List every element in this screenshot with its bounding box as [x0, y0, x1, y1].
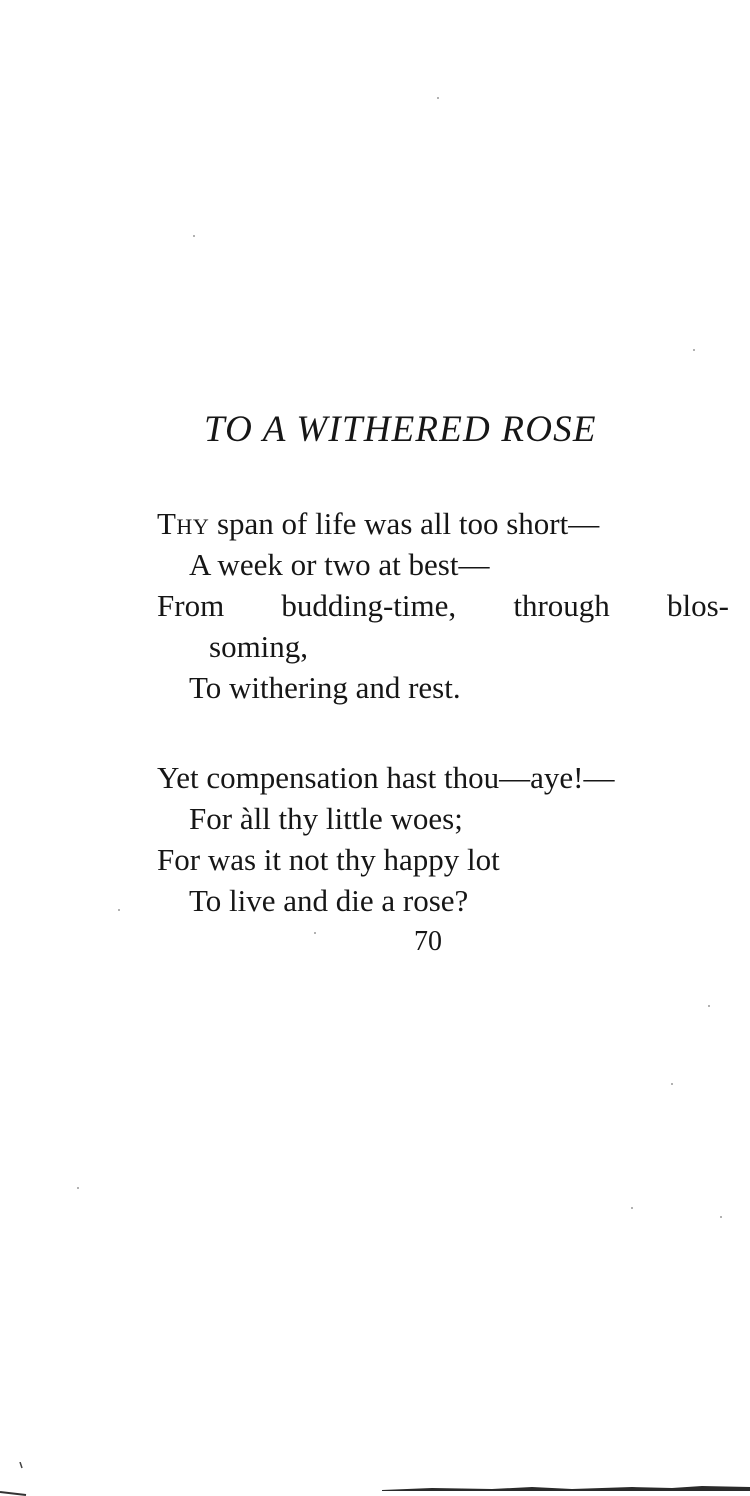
- paper-speck: [77, 1187, 79, 1189]
- stanza-1: [157, 503, 747, 708]
- page-number: 70: [414, 926, 442, 957]
- stanza-1-line-5: To withering and rest.: [189, 670, 461, 705]
- paper-speck: [708, 1005, 710, 1007]
- stanza-1-line-4: soming,: [209, 629, 309, 664]
- paper-speck: [437, 97, 439, 99]
- stanza-1-line-1: [157, 503, 747, 544]
- paper-speck: [193, 235, 195, 237]
- paper-speck: [671, 1083, 673, 1085]
- drop-word: Thy: [157, 506, 210, 541]
- line-text: span of life was all too short—: [209, 506, 600, 541]
- stanza-1-line-3: From budding-time, through blos-: [157, 588, 729, 623]
- stanza-1-line-2: A week or two at best—: [189, 547, 490, 582]
- paper-speck: [631, 1207, 633, 1209]
- paper-speck: [118, 909, 120, 911]
- stanza-2-line-4: To live and die a rose?: [189, 883, 469, 918]
- paper-speck: [314, 932, 316, 934]
- stanza-2-line-1: Yet compensation hast thou—aye!—: [157, 760, 615, 795]
- poem-title: TO A WITHERED ROSE: [204, 409, 597, 450]
- stanza-2-line-2: For àll thy little woes;: [189, 801, 463, 836]
- paper-speck: [720, 1216, 722, 1218]
- stanza-2: [157, 757, 747, 921]
- paper-speck: [693, 349, 695, 351]
- stanza-2-line-3: For was it not thy happy lot: [157, 842, 500, 877]
- scan-edge-smudge: [372, 1484, 750, 1492]
- scan-corner-mark: [0, 1462, 30, 1496]
